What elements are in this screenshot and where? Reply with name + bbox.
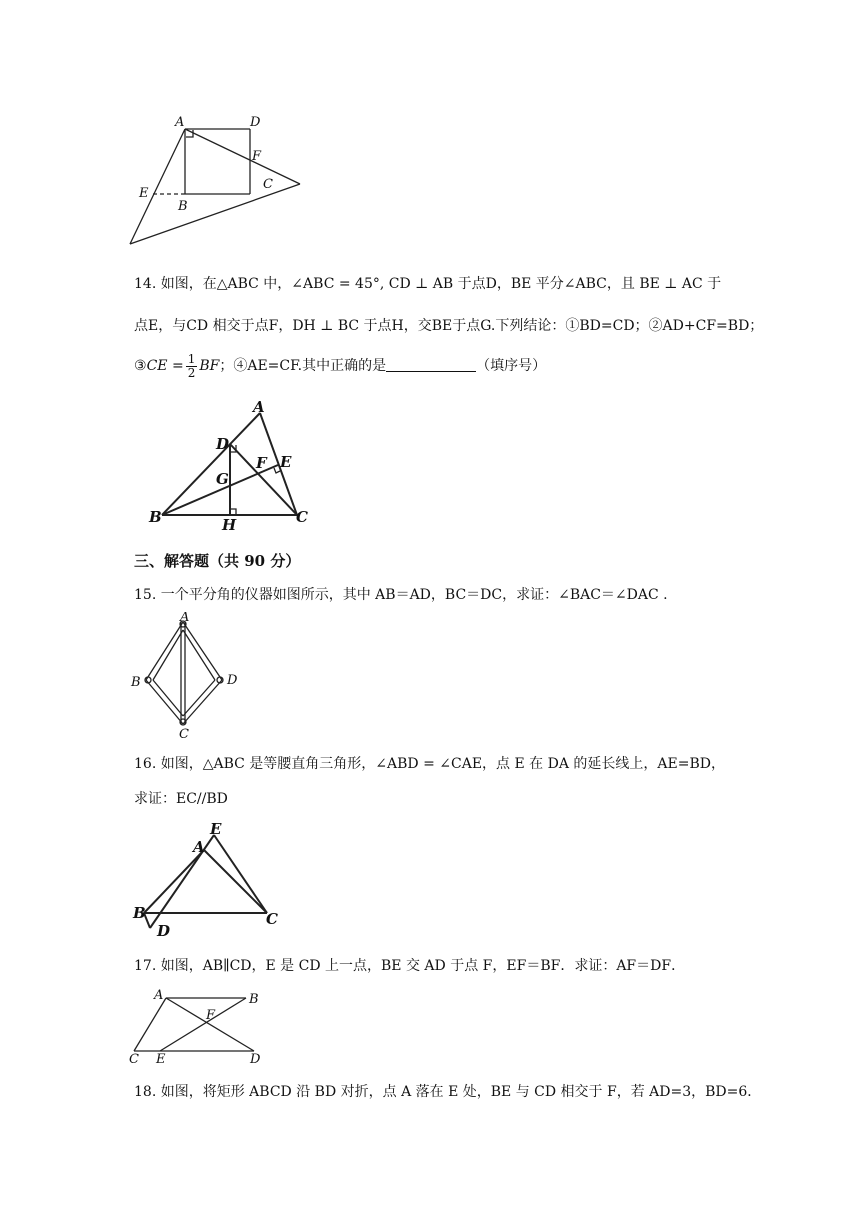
fig13-label-d: D	[250, 115, 261, 130]
q14-math-bf: BF	[199, 358, 220, 374]
fig16-label-d: D	[157, 922, 171, 940]
q14-answer-blank[interactable]	[386, 357, 476, 372]
fig17-label-a: A	[154, 988, 164, 1003]
fig15-label-d: D	[227, 673, 238, 688]
fig16-label-e: E	[210, 820, 222, 838]
fig15-label-c: C	[179, 727, 189, 742]
q18-text: 18. 如图，将矩形 ABCD 沿 BD 对折，点 A 落在 E 处，BE 与 CD 相交于 F，若 AD=3，BD=6．	[134, 1084, 762, 1100]
fig14-label-a: A	[253, 398, 265, 416]
fig17-label-b: B	[249, 992, 259, 1007]
fig17-label-c: C	[129, 1052, 139, 1066]
q17-text: 17. 如图，AB∥CD，E 是 CD 上一点，BE 交 AD 于点 F，EF＝BF．求证：AF＝DF．	[134, 958, 686, 974]
q16-line2: 求证：EC//BD	[134, 791, 228, 807]
fig14-label-e: E	[280, 453, 292, 471]
q14-end: （填序号）	[476, 358, 547, 374]
q14-circle-3: ③	[134, 358, 147, 374]
fig16-label-a: A	[193, 838, 205, 856]
fig13-label-b: B	[178, 199, 188, 214]
q14-line1: 14. 如图，在△ABC 中，∠ABC = 45°, CD ⊥ AB 于点D，BE 平分∠ABC，且 BE ⊥ AC 于	[134, 276, 722, 292]
figure-16	[130, 820, 290, 940]
figure-14	[140, 398, 320, 534]
q14-math-ce: CE =	[146, 358, 184, 374]
fig15-label-a: A	[180, 612, 190, 625]
q14-line2: 点E，与CD 相交于点F，DH ⊥ BC 于点H，交BE于点G.下列结论：①BD=CD；②AD+CF=BD；	[134, 318, 764, 334]
q15-text: 15. 一个平分角的仪器如图所示，其中 AB＝AD，BC＝DC，求证：∠BAC＝∠DAC .	[134, 587, 668, 603]
figure-17	[124, 988, 274, 1066]
fig14-label-h: H	[222, 516, 237, 534]
fig14-label-c: C	[296, 508, 308, 526]
figure-15	[128, 612, 243, 742]
fig17-label-d: D	[250, 1052, 261, 1066]
fig14-label-d: D	[216, 435, 230, 453]
fig16-label-c: C	[266, 910, 278, 928]
fig15-label-b: B	[131, 675, 141, 690]
fig14-label-b: B	[149, 508, 162, 526]
fig13-label-a: A	[175, 115, 185, 130]
fig13-label-c: C	[263, 177, 273, 192]
section-3-heading: 三、解答题（共 90 分）	[134, 552, 301, 570]
q14-line3	[134, 352, 546, 380]
q14-suffix: ；④AE=CF.其中正确的是	[219, 358, 387, 374]
fig17-label-e: E	[156, 1052, 166, 1066]
fig16-label-b: B	[133, 904, 146, 922]
q14-fraction: $\frac{1}{2}$	[187, 351, 196, 380]
q16-line1: 16. 如图，△ABC 是等腰直角三角形，∠ABD = ∠CAE，点 E 在 DA 的延长线上，AE=BD，	[134, 756, 725, 772]
fig13-label-f: F	[252, 149, 262, 164]
fig17-label-f: F	[206, 1008, 216, 1023]
figure-13	[120, 110, 320, 255]
fig13-label-e: E	[139, 186, 149, 201]
fig14-label-f: F	[256, 454, 267, 472]
fig14-label-g: G	[216, 470, 229, 488]
